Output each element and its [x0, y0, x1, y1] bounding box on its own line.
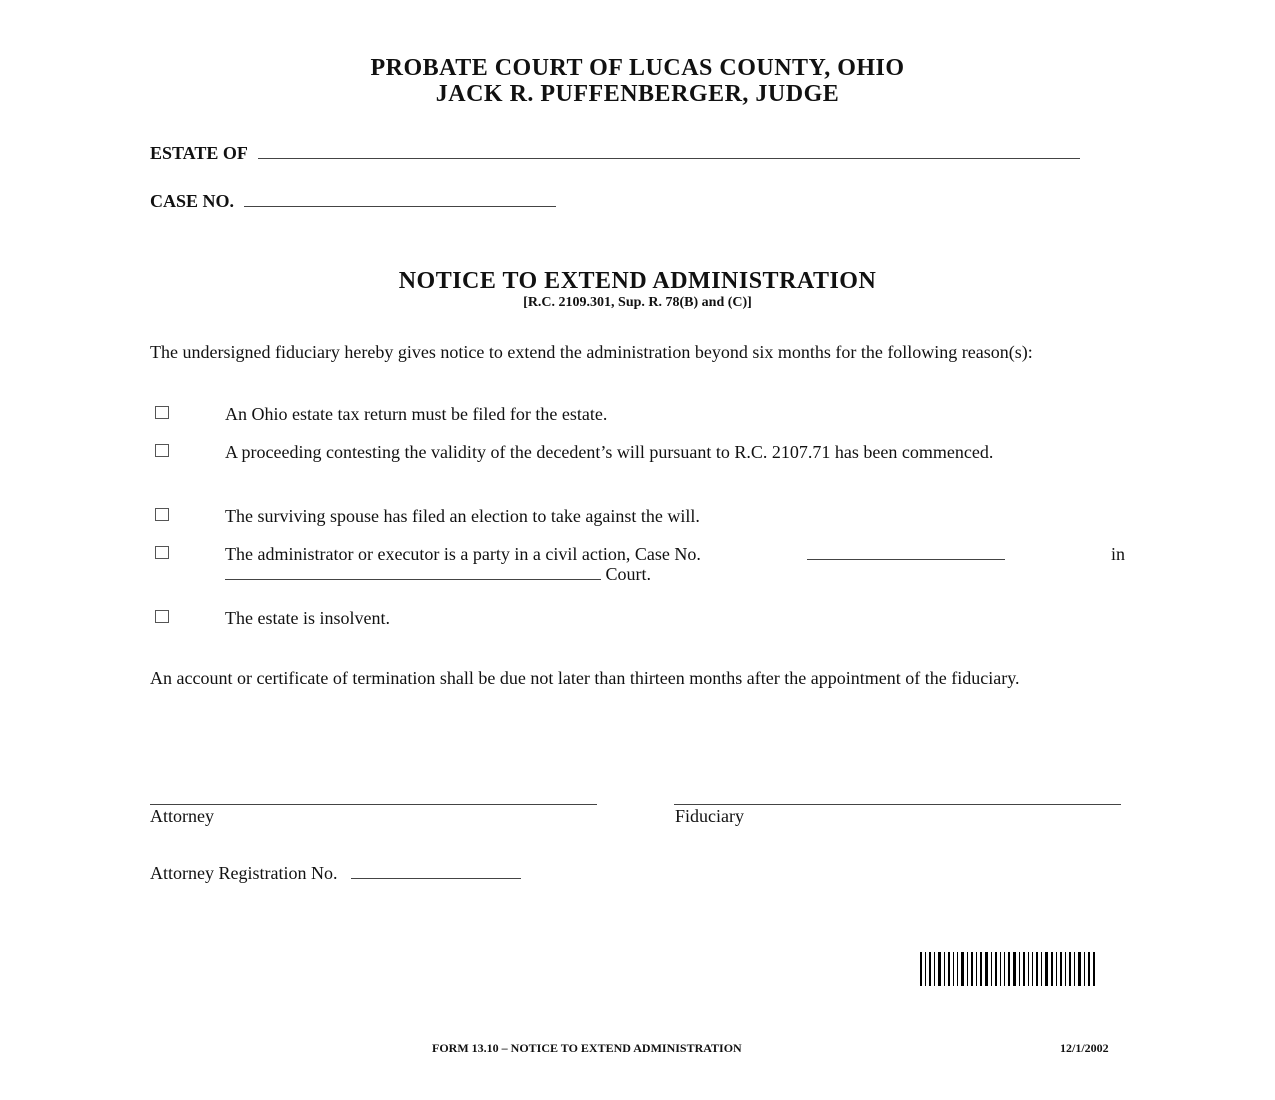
attorney-signature-line[interactable] — [150, 804, 597, 805]
civil-case-no-field[interactable] — [807, 545, 1005, 560]
reason-2-text: A proceeding contesting the validity of the decedent’s will pursuant to R.C. 2107.71 has been commenced. — [225, 442, 994, 462]
reason-2-checkbox[interactable] — [155, 444, 169, 457]
court-name-field[interactable] — [225, 565, 601, 580]
form-citation: [R.C. 2109.301, Sup. R. 78(B) and (C)] — [523, 295, 752, 310]
registration-field[interactable] — [351, 864, 521, 879]
reason-3-text: The surviving spouse has filed an election to take against the will. — [225, 506, 700, 526]
reason-1-text: An Ohio estate tax return must be filed for the estate. — [225, 404, 608, 424]
fiduciary-signature-line[interactable] — [674, 804, 1121, 805]
footer-form-label: FORM 13.10 – NOTICE TO EXTEND ADMINISTRATION — [432, 1041, 742, 1055]
form-title: NOTICE TO EXTEND ADMINISTRATION — [398, 268, 877, 294]
court-name: PROBATE COURT OF LUCAS COUNTY, OHIO — [370, 55, 905, 81]
reason-4-text — [225, 544, 1125, 584]
reason-3-checkbox[interactable] — [155, 508, 169, 521]
fiduciary-label: Fiduciary — [675, 806, 744, 826]
intro-paragraph: The undersigned fiduciary hereby gives notice to extend the administration beyond six months for the following reason(s): — [150, 342, 1033, 362]
registration-label: Attorney Registration No. — [150, 863, 338, 883]
reason-4-part2: in — [1110, 544, 1125, 564]
estate-of-label: ESTATE OF — [150, 143, 248, 163]
judge-name: JACK R. PUFFENBERGER, JUDGE — [435, 81, 840, 107]
barcode — [920, 952, 1098, 986]
closing-paragraph: An account or certificate of termination shall be due not later than thirteen months after the appointment of the fiduciary. — [150, 668, 1020, 688]
reason-5-text: The estate is insolvent. — [225, 608, 390, 628]
case-no-field[interactable] — [244, 192, 556, 207]
estate-of-field[interactable] — [258, 144, 1080, 159]
case-no-label: CASE NO. — [150, 191, 235, 211]
registration-row — [150, 863, 610, 884]
case-no-row — [150, 191, 650, 212]
reason-5-checkbox[interactable] — [155, 610, 169, 623]
reason-4-part3: Court. — [605, 564, 652, 584]
attorney-label: Attorney — [150, 806, 214, 826]
reason-4-part1: The administrator or executor is a party in a civil action, Case No. — [225, 544, 701, 564]
estate-of-row — [150, 143, 1125, 164]
reason-1-checkbox[interactable] — [155, 406, 169, 419]
footer-date: 12/1/2002 — [1060, 1041, 1109, 1055]
reason-4-checkbox[interactable] — [155, 546, 169, 559]
